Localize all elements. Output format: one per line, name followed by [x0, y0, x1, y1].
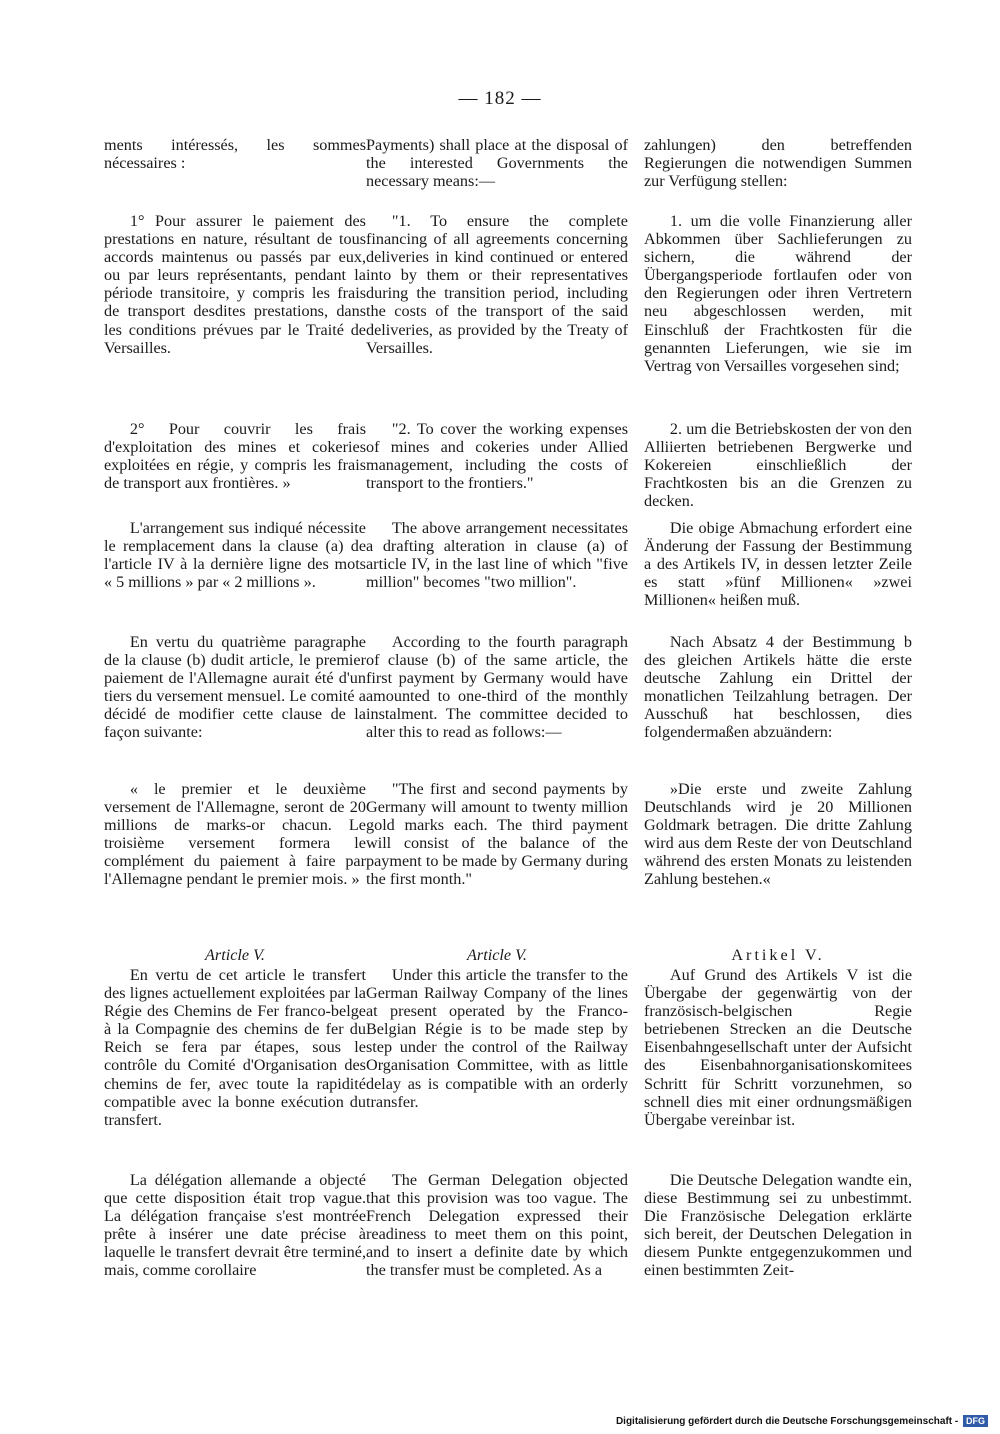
english-quote: "The first and second payments by Germany will amount to twenty million gold marks each. The third payment will consist of the balance of the payment to be made by Germany during the first month." [366, 780, 628, 889]
french-paragraph: En vertu de cet article le transfert des lignes actuellement exploitées par la Régie des Chemins de Fer franco-belge à la Compagnie des chemins de fer du Reich se fera par étapes, sous le contrôle du Comité d'Organisation des chemins de fer, avec toute la rapidité compatible avec la bonne exécution du transfert. [104, 966, 366, 1129]
french-paragraph: L'arrangement sus indiqué nécessite le remplacement dans la clause (a) de l'article IV à la dernière ligne des mots « 5 millions » par « 2 millions ». [104, 519, 366, 592]
german-paragraph: 2. um die Betriebskosten der von den Alliierten betriebenen Bergwerke und Kokereien einschließlich der Frachtkosten bis an die Grenzen zu decken. [644, 420, 912, 511]
french-paragraph: La délégation allemande a objecté que cette disposition était trop vague. La délégation française s'est montrée prête à insérer une date précise à laquelle le transfert devrait être terminé, mais, comme corollaire [104, 1171, 366, 1280]
english-article-heading: Article V. [467, 946, 527, 964]
french-paragraph: En vertu du quatrième paragraphe de la clause (b) dudit article, le premier paiement de l'Allemagne aurait été d'un tiers du versement mensuel. Le comité a décidé de modifier cette clause de la façon suivante: [104, 633, 366, 742]
english-paragraph: "2. To cover the working expenses of mines and cokeries under Allied management, including the costs of transport to the frontiers." [366, 420, 628, 493]
footer-credit [616, 1415, 988, 1427]
english-paragraph: According to the fourth paragraph of clause (b) of the same article, the first payment by Germany would have amounted to one-third of the monthly instalment. The committee decided to alter this to read as follows:— [366, 633, 628, 742]
german-quote: »Die erste und zweite Zahlung Deutschlands wird je 20 Millionen Goldmark betragen. Die dritte Zahlung wird aus dem Reste der von Deutschland während des ersten Monats zu leistenden Zahlung bestehen.« [644, 780, 912, 889]
english-paragraph: Payments) shall place at the disposal of the interested Governments the necessary means:— [366, 136, 628, 191]
german-paragraph: zahlungen) den betreffenden Regierungen die notwendigen Summen zur Verfügung stellen: [644, 136, 912, 191]
german-paragraph: 1. um die volle Finanzierung aller Abkommen über Sachlieferungen zu sichern, die während der Übergangsperiode fortlaufen oder von den Regierungen oder ihren Vertretern neu abgeschlossen werden, mit Einschluß der Frachtkosten für die genannten Lieferungen, wie sie im Vertrag von Versailles vorgesehen sind; [644, 212, 912, 375]
french-paragraph: 1° Pour assurer le paiement des prestations en nature, résultant de tous accords maintenus ou passés par eux, ou par leurs représentants, pendant la période transitoire, y compris les frais de transport desdites prestations, dans les conditions prévues par le Traité de Versailles. [104, 212, 366, 357]
french-paragraph: 2° Pour couvrir les frais d'exploitation des mines et cokeries exploitées en régie, y compris les frais de transport aux frontières. » [104, 420, 366, 493]
german-paragraph: Die Deutsche Delegation wandte ein, diese Bestimmung sei zu unbestimmt. Die Französische Delegation erklärte sich bereit, der Deutschen Delegation in diesem Punkte entgegenzukommen und einen bestimmten Zeit- [644, 1171, 912, 1280]
german-paragraph: Auf Grund des Artikels V ist die Übergabe der gegenwärtig von der französisch-belgischen Regie betriebenen Strecken an die Deutsche Eisenbahngesellschaft unter der Aufsicht des Eisenbahnorganisationskomitees Schritt für Schritt vorzunehmen, so schnell dies mit einer ordnungsmäßigen Übergabe vereinbar ist. [644, 966, 912, 1129]
english-paragraph: Under this article the transfer to the German Railway Company of the lines at present operated by the Franco-Belgian Régie is to be made step by step under the control of the Railway Organisation Committee, with as little delay as is compatible with an orderly transfer. [366, 966, 628, 1111]
page-number: — 182 — [458, 88, 542, 109]
english-paragraph: The above arrangement necessitates a drafting alteration in clause (a) of article IV, in the last line of which "five million" becomes "two million". [366, 519, 628, 592]
english-paragraph: "1. To ensure the complete financing of all agreements concerning deliveries in kind continued or entered into by them or their representatives during the transition period, including the costs of the transport of the said deliveries, as provided by the Treaty of Versailles. [366, 212, 628, 357]
french-quote: « le premier et le deuxième versement de l'Allemagne, seront de 20 millions de marks-or chacun. Le troisième versement formera le complément du paiement à faire par l'Allemagne pendant le premier mois. » [104, 780, 366, 889]
dfg-logo: DFG [963, 1415, 988, 1427]
german-paragraph: Die obige Abmachung erfordert eine Änderung der Fassung der Bestimmung a des Artikels IV, in dessen letzter Zeile es statt »fünf Millionen« »zwei Millionen« heißen muß. [644, 519, 912, 610]
french-article-heading: Article V. [205, 946, 265, 964]
english-paragraph: The German Delegation objected that this provision was too vague. The French Delegation expressed their readiness to meet them on this point, and to insert a definite date by which the transfer must be completed. As a [366, 1171, 628, 1280]
german-article-heading: Artikel V. [731, 946, 825, 964]
french-paragraph: ments intéressés, les sommes nécessaires : [104, 136, 366, 173]
footer-text: Digitalisierung gefördert durch die Deutsche Forschungsgemeinschaft - [615, 1416, 959, 1427]
german-paragraph: Nach Absatz 4 der Bestimmung b des gleichen Artikels hätte die erste deutsche Zahlung ein Drittel der monatlichen Teilzahlung betragen. Der Ausschuß hat beschlossen, dies folgendermaßen abzuändern: [644, 633, 912, 742]
